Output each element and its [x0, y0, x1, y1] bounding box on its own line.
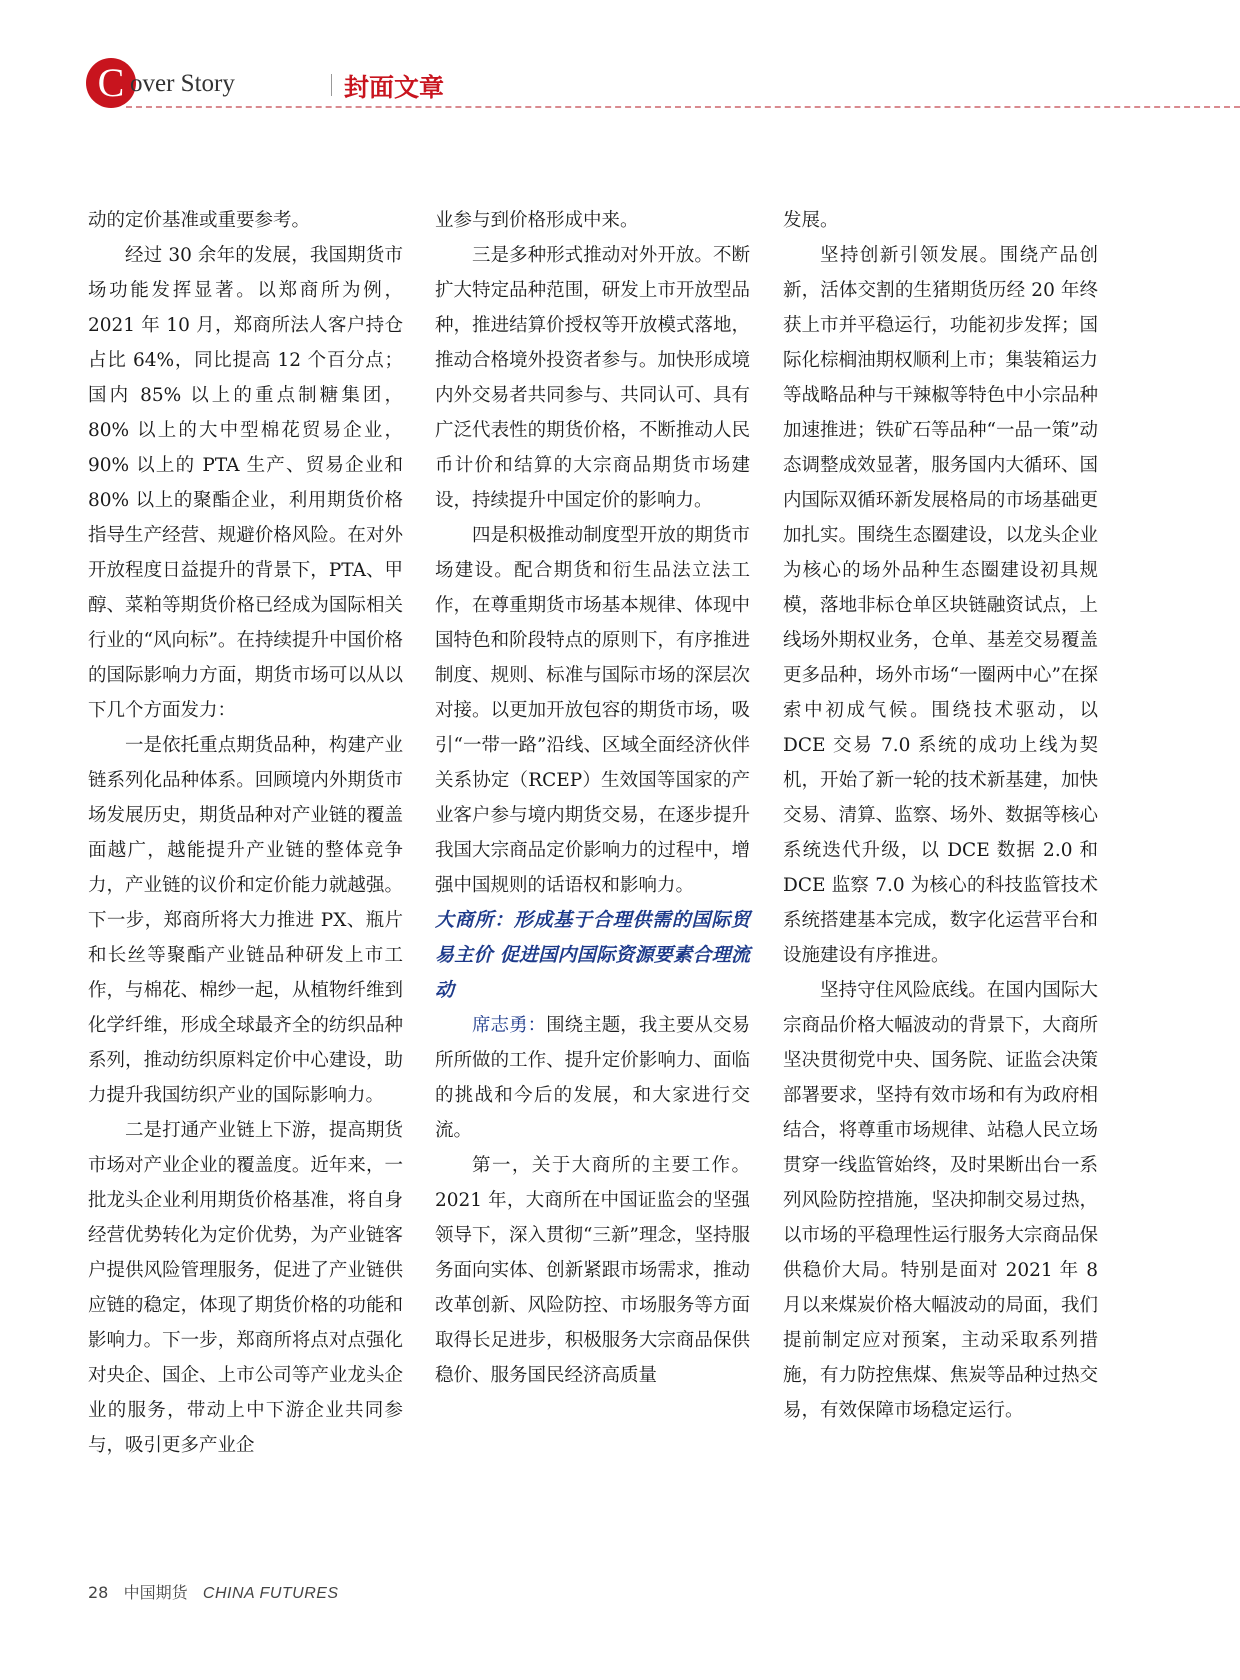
magazine-name-cn: 中国期货 [123, 1583, 188, 1602]
paragraph: 经过 30 余年的发展，我国期货市场功能发挥显著。以郑商所为例，2021 年 10 月，郑商所法人客户持仓占比 64%，同比提高 12 个百分点；国内 85% 以上的重点制糖集团，80% 以上的大中型棉花贸易企业，90% 以上的 PTA 生产、贸易企业和 80% 以上的聚酯企业，利用期货价格指导生产经营、规避价格风险。在对外开放程度日益提升的背景下，PTA、甲醇、菜粕等期货价格已经成为国际相关行业的“风向标”。在持续提升中国价格的国际影响力方面，期货市场可以从以下几个方面发力： [88, 245, 403, 721]
speaker-name: 席志勇： [472, 1015, 547, 1036]
paragraph: 三是多种形式推动对外开放。不断扩大特定品种范围，研发上市开放型品种，推进结算价授权等开放模式落地，推动合格境外投资者参与。加快形成境内外交易者共同参与、共同认可、具有广泛代表性的期货价格，不断推动人民币计价和结算的大宗商品期货市场建设，持续提升中国定价的影响力。 [435, 245, 750, 511]
page-footer [88, 1580, 339, 1603]
paragraph: 第一，关于大商所的主要工作。2021 年，大商所在中国证监会的坚强领导下，深入贯彻“三新”理念，坚持服务面向实体、创新紧跟市场需求，推动改革创新、风险防控、市场服务等方面取得长足进步，积极服务大宗商品保供稳价、服务国民经济高质量 [435, 1155, 750, 1386]
section-subheading: 大商所：形成基于合理供需的国际贸易主价 促进国内国际资源要素合理流动 [435, 909, 750, 1001]
page-number: 28 [88, 1583, 109, 1602]
article-column-2 [435, 203, 750, 1393]
cover-story-logo: C [86, 58, 136, 108]
paragraph: 坚持守住风险底线。在国内国际大宗商品价格大幅波动的背景下，大商所坚决贯彻党中央、国务院、证监会决策部署要求，坚持有效市场和有为政府相结合，将尊重市场规律、站稳人民立场贯穿一线监管始终，及时果断出台一系列风险防控措施，坚决抑制交易过热，以市场的平稳理性运行服务大宗商品保供稳价大局。特别是面对 2021 年 8 月以来煤炭价格大幅波动的局面，我们提前制定应对预案，主动采取系列措施，有力防控焦煤、焦炭等品种过热交易，有效保障市场稳定运行。 [783, 980, 1098, 1421]
paragraph [435, 1008, 750, 1148]
paragraph: 发展。 [783, 210, 839, 231]
header-divider [331, 74, 332, 96]
article-column-3 [783, 203, 1098, 1428]
header-dashed-rule [126, 106, 1240, 108]
paragraph: 业参与到价格形成中来。 [435, 210, 639, 231]
section-title-cn: 封面文章 [344, 73, 445, 102]
paragraph: 一是依托重点期货品种，构建产业链系列化品种体系。回顾境内外期货市场发展历史，期货品种对产业链的覆盖面越广，越能提升产业链的整体竞争力，产业链的议价和定价能力就越强。下一步，郑商所将大力推进 PX、瓶片和长丝等聚酯产业链品种研发上市工作，与棉花、棉纱一起，从植物纤维到化学纤维，形成全球最齐全的纺织品种系列，推动纺织原料定价中心建设，助力提升我国纺织产业的国际影响力。 [88, 735, 403, 1106]
magazine-name-en: CHINA FUTURES [202, 1585, 339, 1602]
paragraph: 坚持创新引领发展。围绕产品创新，活体交割的生猪期货历经 20 年终获上市并平稳运行，功能初步发挥；国际化棕榈油期权顺利上市；集装箱运力等战略品种与干辣椒等特色中小宗品种加速推进；铁矿石等品种“一品一策”动态调整成效显著，服务国内大循环、国内国际双循环新发展格局的市场基础更加扎实。围绕生态圈建设，以龙头企业为核心的场外品种生态圈建设初具规模，落地非标仓单区块链融资试点，上线场外期权业务，仓单、基差交易覆盖更多品种，场外市场“一圈两中心”在探索中初成气候。围绕技术驱动，以 DCE 交易 7.0 系统的成功上线为契机，开始了新一轮的技术新基建，加快交易、清算、监察、场外、数据等核心系统迭代升级，以 DCE 数据 2.0 和 DCE 监察 7.0 为核心的科技监管技术系统搭建基本完成，数字化运营平台和设施建设有序推进。 [783, 245, 1098, 966]
page-header [86, 56, 1240, 116]
paragraph: 四是积极推动制度型开放的期货市场建设。配合期货和衍生品法立法工作，在尊重期货市场基本规律、体现中国特色和阶段特点的原则下，有序推进制度、规则、标准与国际市场的深层次对接。以更加开放包容的期货市场，吸引“一带一路”沿线、区域全面经济伙伴关系协定（RCEP）生效国等国家的产业客户参与境内期货交易，在逐步提升我国大宗商品定价影响力的过程中，增强中国规则的话语权和影响力。 [435, 525, 750, 896]
paragraph: 动的定价基准或重要参考。 [88, 210, 311, 231]
section-title-en: over Story [130, 70, 235, 97]
paragraph: 二是打通产业链上下游，提高期货市场对产业企业的覆盖度。近年来，一批龙头企业利用期货价格基准，将自身经营优势转化为定价优势，为产业链客户提供风险管理服务，促进了产业链供应链的稳定，体现了期货价格的功能和影响力。下一步，郑商所将点对点强化对央企、国企、上市公司等产业龙头企业的服务，带动上中下游企业共同参与，吸引更多产业企 [88, 1120, 403, 1456]
article-column-1 [88, 203, 403, 1463]
speaker-text: 围绕主题，我主要从交易所所做的工作、提升定价影响力、面临的挑战和今后的发展，和大家进行交流。 [435, 1015, 750, 1141]
